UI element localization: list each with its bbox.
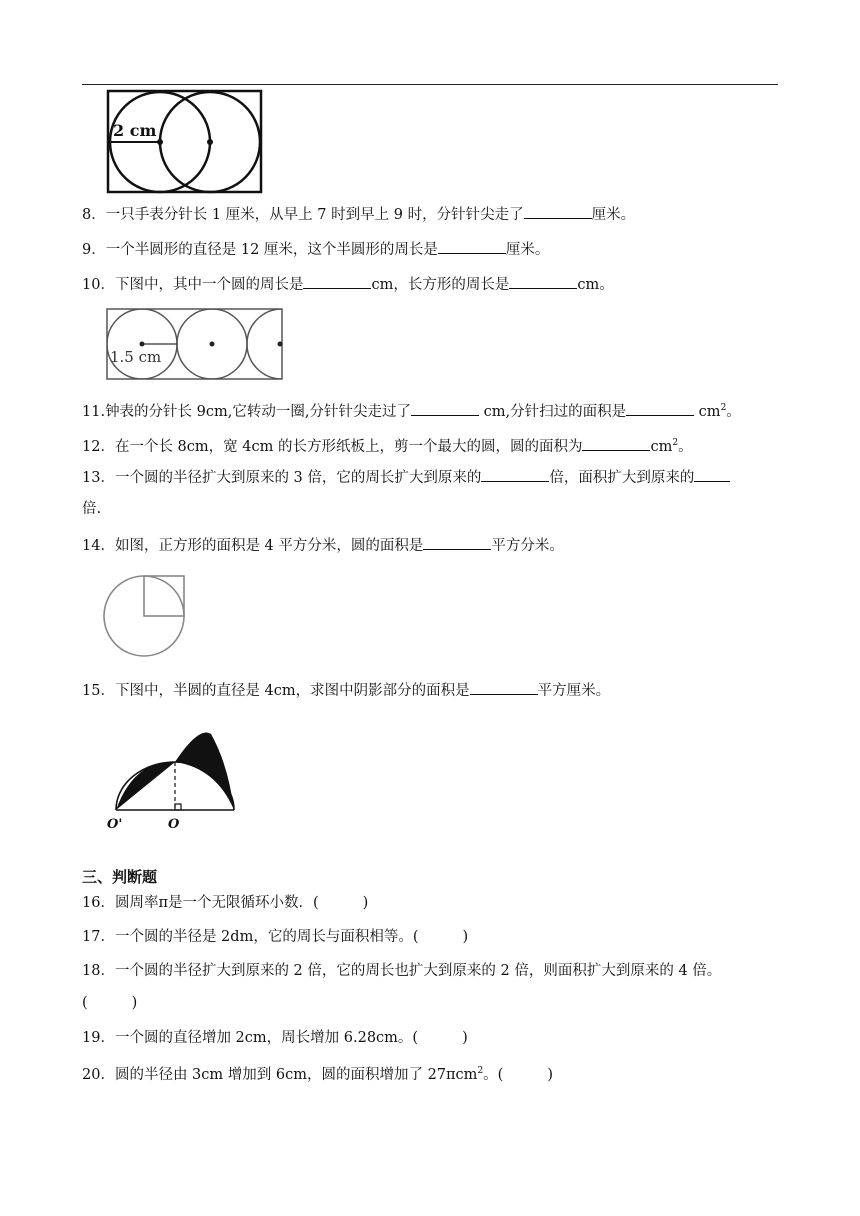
answer-blank[interactable] <box>481 467 549 482</box>
answer-blank[interactable] <box>303 274 371 289</box>
question-12: 12．在一个长 8cm，宽 4cm 的长方形纸板上，剪一个最大的圆，圆的面积为 $cm^2$。 <box>82 438 693 455</box>
point-label-o-prime: O' <box>107 817 123 832</box>
semicircle-shaded-figure <box>104 724 244 832</box>
question-13: 13．一个圆的半径扩大到原来的 3 倍，它的周长扩大到原来的 倍，面积扩大到原来的 <box>82 467 730 488</box>
question-11: 11.钟表的分针长 9cm,它转动一圈,分针针尖走过了 cm,分针扫过的面积是 $cm^2$。 <box>82 403 741 420</box>
question-9: 9．一个半圆形的直径是 12 厘米，这个半圆形的周长是 厘米。 <box>82 239 549 260</box>
answer-blank[interactable] <box>470 680 538 695</box>
question-20: 20．圆的半径由 3cm 增加到 6cm，圆的面积增加了 27πcm$^2$。( ) <box>82 1066 554 1083</box>
question-18-continuation: ( ) <box>82 995 138 1011</box>
question-13-continuation: 倍. <box>82 501 102 517</box>
question-19: 19．一个圆的直径增加 2cm，周长增加 6.28cm。( ) <box>82 1030 468 1046</box>
header-rule <box>82 84 778 85</box>
question-17: 17．一个圆的半径是 2dm，它的周长与面积相等。( ) <box>82 929 469 945</box>
question-16: 16．圆周率π是一个无限循环小数．( ) <box>82 895 369 911</box>
answer-blank[interactable] <box>509 274 577 289</box>
answer-blank[interactable] <box>411 401 479 416</box>
question-18: 18．一个圆的半径扩大到原来的 2 倍，它的周长也扩大到原来的 2 倍，则面积扩大到原来的 4 倍。 <box>82 963 722 979</box>
question-8: 8．一只手表分针长 1 厘米，从早上 7 时到早上 9 时，分针针尖走了 厘米。 <box>82 204 635 225</box>
answer-blank[interactable] <box>423 535 491 550</box>
question-10: 10．下图中，其中一个圆的周长是 cm，长方形的周长是 cm。 <box>82 274 614 295</box>
answer-blank[interactable] <box>626 401 694 416</box>
radius-label: 2 cm <box>113 121 157 140</box>
radius-label: 1.5 cm <box>110 348 162 366</box>
question-15: 15．下图中，半圆的直径是 4cm，求图中阴影部分的面积是 平方厘米。 <box>82 680 610 701</box>
question-14: 14．如图，正方形的面积是 4 平方分米，圆的面积是 平方分米。 <box>82 535 564 556</box>
answer-blank[interactable] <box>582 436 650 451</box>
circles-in-rectangle-figure <box>106 308 284 382</box>
two-circles-figure <box>106 88 264 194</box>
section-title: 三、判断题 <box>82 868 158 886</box>
answer-blank[interactable] <box>438 239 506 254</box>
answer-blank[interactable] <box>524 204 592 219</box>
point-label-o: O <box>168 817 180 832</box>
answer-blank[interactable] <box>694 467 730 482</box>
circle-square-figure <box>100 572 190 662</box>
